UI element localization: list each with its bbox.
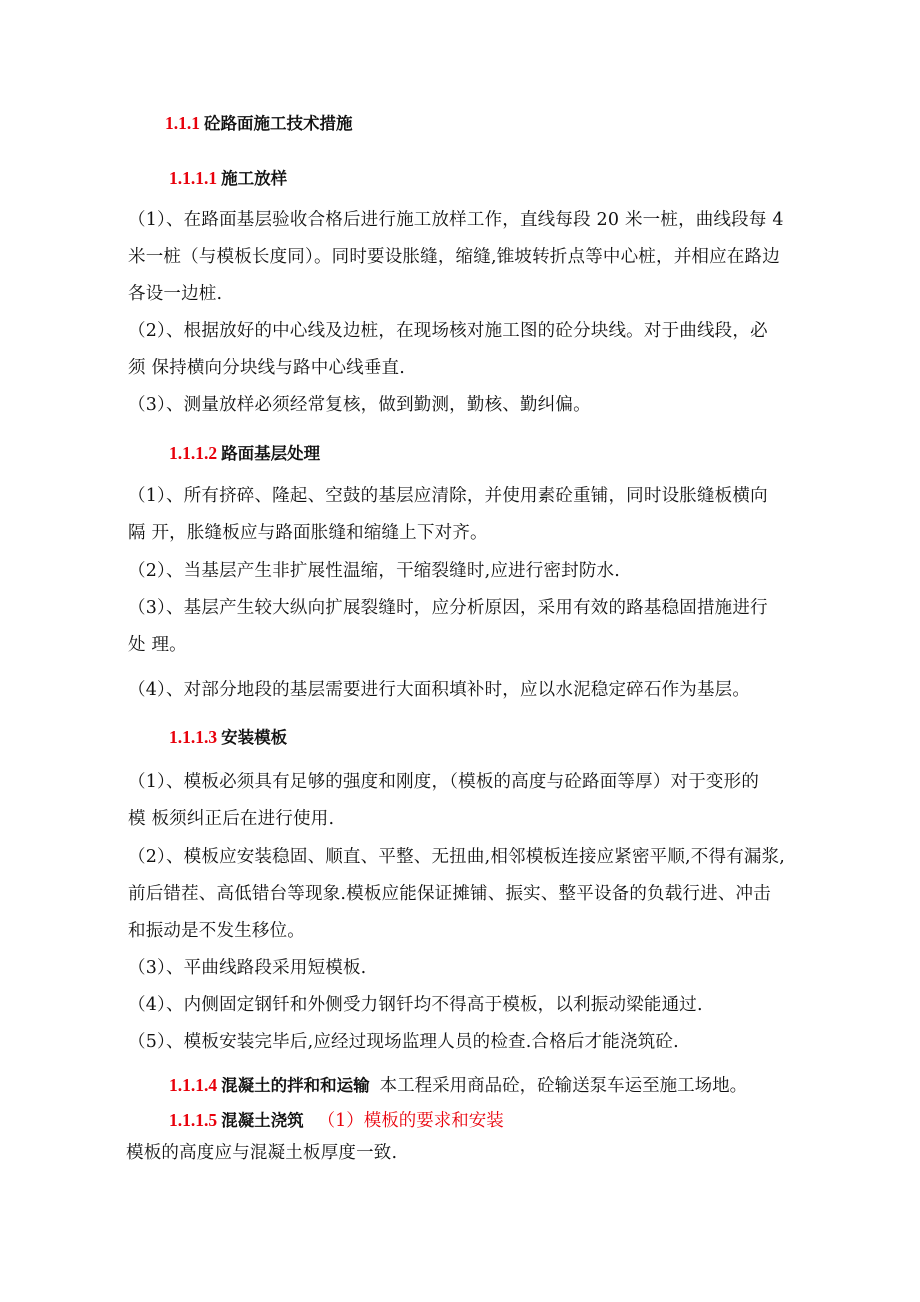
paragraph-line: （2）、当基层产生非扩展性温缩，干缩裂缝时,应进行密封防水. — [128, 561, 621, 581]
paragraph-line: （4）、对部分地段的基层需要进行大面积填补时，应以水泥稳定碎石作为基层。 — [128, 680, 751, 700]
heading-number: 1.1.1.1 — [169, 168, 218, 188]
paragraph-line: 各设一边桩. — [128, 284, 223, 304]
paragraph-line: （5）、模板安装完毕后,应经过现场监理人员的检查.合格后才能浇筑砼. — [128, 1032, 679, 1052]
paragraph-line: （3）、基层产生较大纵向扩展裂缝时，应分析原因，采用有效的路基稳固措施进行 — [128, 598, 768, 618]
heading-1-1-1 — [165, 111, 353, 136]
heading-1-1-1-1 — [169, 166, 287, 191]
paragraph-line: 模 板须纠正后在进行使用. — [128, 809, 335, 829]
paragraph-line: （3）、测量放样必须经常复核，做到勤测，勤核、勤纠偏。 — [128, 395, 591, 415]
heading-1-1-1-5 — [169, 1108, 504, 1133]
heading-text: 混凝土的拌和和运输 — [221, 1076, 370, 1095]
paragraph-line: （2）、根据放好的中心线及边桩，在现场核对施工图的砼分块线。对于曲线段，必 — [128, 321, 768, 341]
paragraph-line: 和振动是不发生移位。 — [128, 921, 305, 941]
heading-inline-text: 本工程采用商品砼，砼输送泵车运至施工场地。 — [379, 1076, 748, 1096]
heading-number: 1.1.1.5 — [169, 1110, 218, 1130]
heading-text: 路面基层处理 — [221, 444, 321, 463]
paragraph-line: 隔 开，胀缝板应与路面胀缝和缩缝上下对齐。 — [128, 523, 488, 543]
heading-number: 1.1.1.4 — [169, 1075, 218, 1095]
heading-text: 安装模板 — [221, 728, 288, 747]
paragraph-line: （3）、平曲线路段采用短模板. — [128, 958, 367, 978]
paragraph-line: 处 理。 — [128, 635, 187, 655]
paragraph-line: 模板的高度应与混凝土板厚度一致. — [126, 1143, 398, 1163]
paragraph-line: （1）、模板必须具有足够的强度和刚度，（模板的高度与砼路面等厚）对于变形的 — [128, 772, 760, 792]
paragraph-line: 米一桩（与模板长度同）。同时要设胀缝，缩缝,锥坡转折点等中心桩，并相应在路边 — [128, 247, 780, 267]
heading-text: 混凝土浇筑 — [221, 1111, 304, 1130]
heading-1-1-1-4 — [169, 1073, 747, 1098]
heading-number: 1.1.1 — [165, 113, 200, 133]
heading-inline-subtitle: （1）模板的要求和安装 — [317, 1111, 504, 1131]
heading-number: 1.1.1.2 — [169, 443, 218, 463]
paragraph-line: （4）、内侧固定钢钎和外侧受力钢钎均不得高于模板，以利振动梁能通过. — [128, 995, 703, 1015]
paragraph-line: （1）、在路面基层验收合格后进行施工放样工作，直线每段 20 米一桩，曲线段每 4 — [128, 210, 784, 230]
paragraph-line: （2）、模板应安装稳固、顺直、平整、无扭曲,相邻模板连接应紧密平顺,不得有漏浆, — [128, 847, 786, 867]
heading-1-1-1-2 — [169, 441, 320, 466]
paragraph-line: （1）、所有挤碎、隆起、空鼓的基层应清除，并使用素砼重铺，同时设胀缝板横向 — [128, 486, 768, 506]
paragraph-line: 前后错茬、高低错台等现象.模板应能保证摊铺、振实、整平设备的负载行进、冲击 — [128, 884, 771, 904]
heading-text: 施工放样 — [221, 169, 288, 188]
heading-1-1-1-3 — [169, 725, 287, 750]
paragraph-line: 须 保持横向分块线与路中心线垂直. — [128, 358, 406, 378]
heading-number: 1.1.1.3 — [169, 727, 218, 747]
heading-text: 砼路面施工技术措施 — [204, 114, 353, 133]
